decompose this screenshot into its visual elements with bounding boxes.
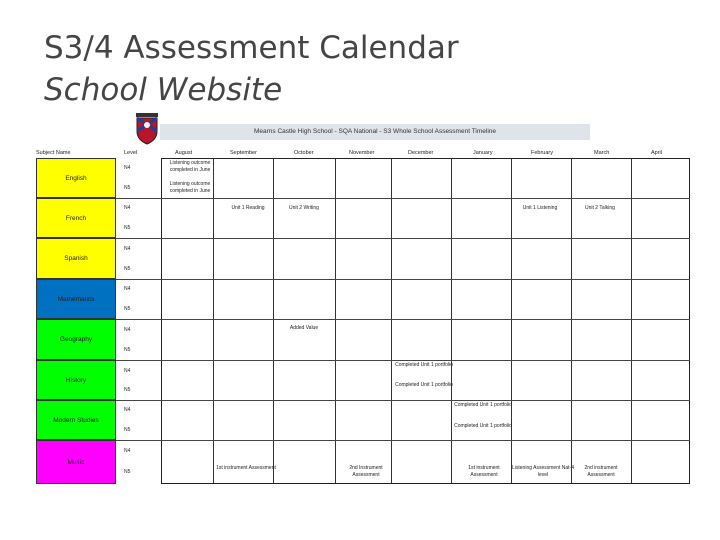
modern-studies-n4-january: Completed Unit 1 portfolio <box>454 402 512 408</box>
subject-mathematics: Mathematics <box>36 279 116 319</box>
month-august: August <box>175 150 193 156</box>
month-october: October <box>294 150 314 156</box>
row-divider <box>116 400 690 401</box>
level-label: N4 <box>124 165 131 171</box>
month-november: November <box>349 150 375 156</box>
row-divider <box>116 238 690 239</box>
month-february: February <box>531 150 554 156</box>
level-label: N5 <box>124 469 131 475</box>
history-n5-december: Completed Unit 1 portfolio <box>395 382 453 388</box>
history-n4-december: Completed Unit 1 portfolio <box>395 362 453 368</box>
english-n5-august: Listening outcome completed in June <box>169 181 211 194</box>
row-divider <box>116 279 690 280</box>
month-january: January <box>473 150 493 156</box>
music-n5-january: 1st instrument Assessment <box>468 465 500 478</box>
level-label: N4 <box>124 407 131 413</box>
row-divider <box>116 198 690 199</box>
month-december: December <box>408 150 434 156</box>
level-label: N5 <box>124 225 131 231</box>
subject-history: History <box>36 360 116 400</box>
subject-modern-studies: Modern Studies <box>36 400 116 440</box>
subject-geography: Geography <box>36 319 116 360</box>
english-n4-august: Listening outcome completed in June <box>169 160 211 173</box>
french-n4-october: Unit 2 Writing <box>289 205 319 211</box>
music-n5-february: Listening Assessment Nat-4 level <box>512 465 574 478</box>
row-divider <box>116 440 690 441</box>
level-label: N5 <box>124 306 131 312</box>
subject-english: English <box>36 158 116 198</box>
level-label: N4 <box>124 246 131 252</box>
subject-french: French <box>36 198 116 238</box>
french-n4-september: Unit 1 Reading <box>231 205 265 211</box>
timeline-banner: Mearns Castle High School - SQA National - S3 Whole School Assessment Timeline <box>160 124 590 140</box>
level-label: N5 <box>124 347 131 353</box>
level-header: Level <box>124 150 138 156</box>
subject-music: Music <box>36 440 116 484</box>
geography-n4-october: Added Value <box>289 325 319 331</box>
french-n4-march: Unit 2 Talking <box>585 205 615 211</box>
music-n5-march: 2nd instrument Assessment <box>584 465 618 478</box>
french-n4-february: Unit 1 Listening <box>522 205 558 211</box>
modern-studies-n5-january: Completed Unit 1 portfolio <box>454 423 512 429</box>
level-label: N5 <box>124 427 131 433</box>
grid-line <box>631 159 632 483</box>
level-label: N4 <box>124 205 131 211</box>
music-n5-november: 2nd Instrument Assessment <box>349 465 383 478</box>
level-label: N4 <box>124 368 131 374</box>
grid-line <box>391 159 392 483</box>
music-n5-september: 1st instrument Assessment <box>216 465 276 471</box>
subject-header: Subject Name <box>36 150 71 156</box>
school-crest-icon <box>134 113 160 145</box>
level-label: N5 <box>124 185 131 191</box>
level-label: N4 <box>124 286 131 292</box>
slide-title: S3/4 Assessment Calendar <box>44 30 459 66</box>
grid-line <box>335 159 336 483</box>
row-divider <box>116 319 690 320</box>
month-september: September <box>230 150 257 156</box>
level-label: N5 <box>124 387 131 393</box>
month-april: April <box>651 150 663 156</box>
grid-line <box>213 159 214 483</box>
row-divider <box>116 360 690 361</box>
slide-subtitle: School Website <box>44 72 283 108</box>
month-march: March <box>594 150 610 156</box>
grid-line <box>451 159 452 483</box>
level-label: N5 <box>124 266 131 272</box>
subject-spanish: Spanish <box>36 238 116 279</box>
level-label: N4 <box>124 448 131 454</box>
level-label: N4 <box>124 327 131 333</box>
